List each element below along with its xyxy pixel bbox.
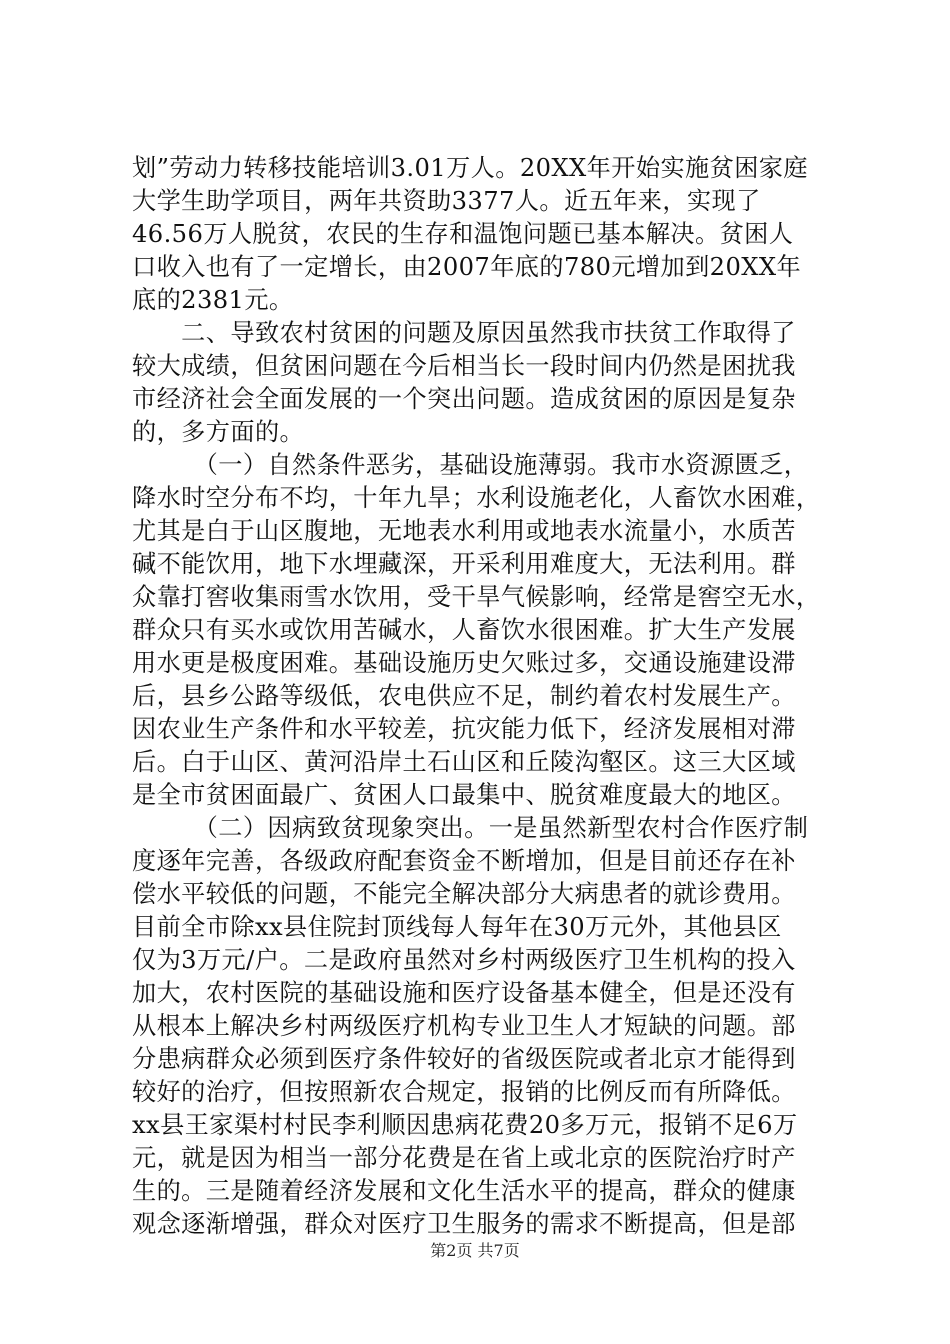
text-line: 元，就是因为相当一部分花费是在省上或北京的医院治疗时产 [132,1144,796,1172]
text-line: 是全市贫困面最广、贫困人口最集中、脱贫难度最大的地区。 [132,781,796,809]
text-line: 尤其是白于山区腹地，无地表水利用或地表水流量小，水质苦 [132,517,796,545]
text-line: 用水更是极度困难。基础设施历史欠账过多，交通设施建设滞 [132,649,796,677]
text-line: 加大，农村医院的基础设施和医疗设备基本健全，但是还没有 [132,979,796,1007]
text-line: 分患病群众必须到医疗条件较好的省级医院或者北京才能得到 [132,1045,796,1073]
text-line: 从根本上解决乡村两级医疗机构专业卫生人才短缺的问题。部 [132,1012,796,1040]
text-line: 碱不能饮用，地下水埋藏深，开采利用难度大，无法利用。群 [132,550,796,578]
text-line: 度逐年完善，各级政府配套资金不断增加，但是目前还存在补 [132,847,796,875]
text-line: 观念逐渐增强，群众对医疗卫生服务的需求不断提高，但是部 [132,1210,796,1238]
text-line: 生的。三是随着经济发展和文化生活水平的提高，群众的健康 [132,1177,796,1205]
text-line: 后。白于山区、黄河沿岸土石山区和丘陵沟壑区。这三大区域 [132,748,796,776]
text-line: 市经济社会全面发展的一个突出问题。造成贫困的原因是复杂 [132,385,796,413]
text-line: 较好的治疗，但按照新农合规定，报销的比例反而有所降低。 [132,1078,796,1106]
text-line: 因农业生产条件和水平较差，抗灾能力低下，经济发展相对滞 [132,715,796,743]
text-line: 仅为3万元/户。二是政府虽然对乡村两级医疗卫生机构的投入 [132,946,796,974]
text-line: 较大成绩，但贫困问题在今后相当长一段时间内仍然是困扰我 [132,352,796,380]
text-line: 后，县乡公路等级低，农电供应不足，制约着农村发展生产。 [132,682,796,710]
text-line: 二、导致农村贫困的问题及原因虽然我市扶贫工作取得了 [132,319,796,347]
text-line: 口收入也有了一定增长，由2007年底的780元增加到20XX年 [132,253,802,281]
text-line: 46.56万人脱贫，农民的生存和温饱问题已基本解决。贫困人 [132,220,794,248]
text-line: 的，多方面的。 [132,418,305,446]
text-line: （二）因病致贫现象突出。一是虽然新型农村合作医疗制 [132,814,809,842]
text-line: 偿水平较低的问题，不能完全解决部分大病患者的就诊费用。 [132,880,796,908]
text-line: 底的2381元。 [132,286,294,314]
text-line: 目前全市除xx县住院封顶线每人每年在30万元外，其他县区 [132,913,782,941]
text-line: 众靠打窖收集雨雪水饮用，受干旱气候影响，经常是窖空无水， [132,583,821,611]
text-line: （一）自然条件恶劣，基础设施薄弱。我市水资源匮乏， [132,451,809,479]
text-line: 划”劳动力转移技能培训3.01万人。20XX年开始实施贫困家庭 [132,154,808,182]
document-body [132,152,832,1241]
text-line: 群众只有买水或饮用苦碱水，人畜饮水很困难。扩大生产发展 [132,616,796,644]
text-line: 降水时空分布不均，十年九旱；水利设施老化，人畜饮水困难， [132,484,821,512]
text-line: xx县王家渠村村民李利顺因患病花费20多万元，报销不足6万 [132,1111,798,1139]
text-line: 大学生助学项目，两年共资助3377人。近五年来，实现了 [132,187,761,215]
page-number-footer: 第2页 共7页 [430,1241,520,1260]
